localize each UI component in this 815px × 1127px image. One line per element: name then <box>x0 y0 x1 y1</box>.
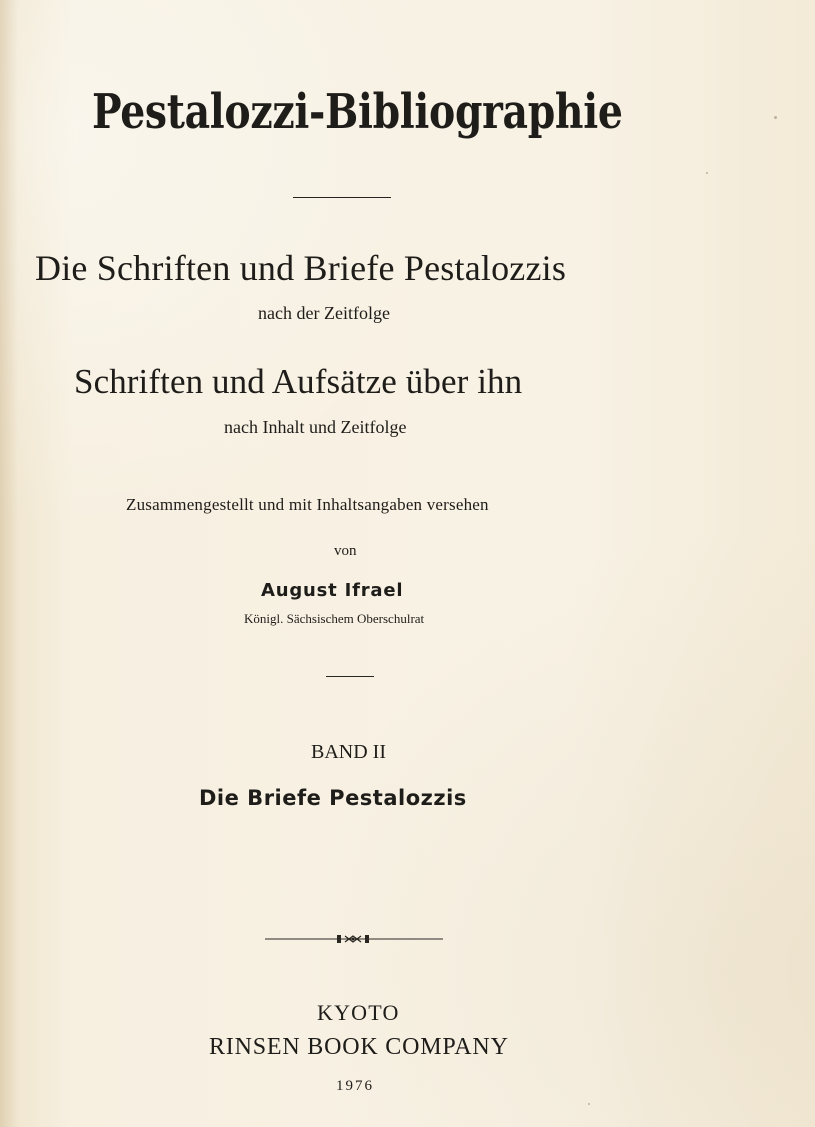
main-title: Pestalozzi-Bibliographie <box>92 84 623 140</box>
subtitle-writings-letters: Die Schriften und Briefe Pestalozzis <box>35 248 567 288</box>
subtitle-works-about-him: Schriften und Aufsätze über ihn <box>74 362 523 401</box>
author-name: August Ifrael <box>261 580 404 601</box>
subtitle-writings-letters-note: nach der Zeitfolge <box>258 303 390 323</box>
compilation-statement: Zusammengestellt und mit Inhaltsangaben versehen <box>126 495 489 514</box>
publication-place: KYOTO <box>317 1000 400 1025</box>
paper-speck <box>588 1103 590 1105</box>
title-divider-line <box>293 197 391 198</box>
volume-title: Die Briefe Pestalozzis <box>199 786 467 810</box>
paper-speck <box>774 116 777 119</box>
ornamental-rule <box>265 932 443 946</box>
paper-speck <box>706 172 708 174</box>
author-title: Königl. Sächsischem Oberschulrat <box>244 611 425 626</box>
publication-year: 1976 <box>336 1078 374 1094</box>
author-divider-line <box>326 676 374 677</box>
page-shadow-edge <box>0 0 18 1127</box>
publisher-name: RINSEN BOOK COMPANY <box>209 1034 509 1060</box>
volume-label: BAND II <box>311 741 386 763</box>
subtitle-works-about-him-note: nach Inhalt und Zeitfolge <box>224 417 407 437</box>
author-prefix: von <box>334 543 357 559</box>
